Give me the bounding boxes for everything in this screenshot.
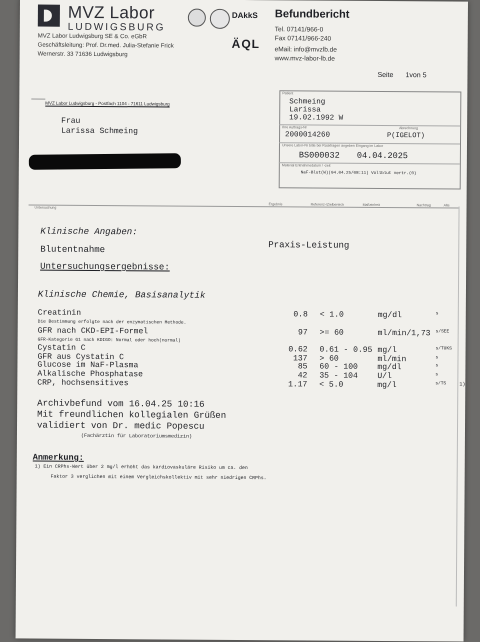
right-margin-rule (456, 207, 460, 607)
method-note: Die Bestimmung erfolgte nach der enzymatischen Methode. (37, 319, 187, 326)
clinical-info-value: Blutentnahme (40, 244, 106, 256)
website: www.mvz-labor-lb.de (274, 55, 335, 63)
billing-code: P(IGELOT) (387, 132, 425, 141)
result-reference: < 5.0 (319, 380, 344, 390)
result-unit: mg/dl (377, 362, 402, 373)
result-name: GFR nach CKD-EPI-Formel (37, 326, 149, 337)
result-value: 0.8 (293, 310, 308, 320)
col-label-reference: Referenz-/Zielbereich (310, 202, 345, 207)
dakks-label: DAkkS (231, 10, 258, 21)
patient-first-name: Larissa (289, 106, 321, 115)
result-name: Creatinin (37, 308, 82, 318)
patient-label: Patient (282, 91, 294, 96)
result-reference: 35 - 104 (319, 371, 358, 381)
result-unit: mg/dl (377, 310, 402, 321)
order-label: Ihre Auftrags-Nr (282, 125, 307, 130)
method-note: GFR-Kategorie G1 nach KDIGO: Normal oder hoch(normal) (37, 337, 181, 344)
result-unit: ml/min/1,73 (377, 328, 431, 339)
result-unit: ml/min (377, 354, 407, 365)
result-value: 1.17 (288, 380, 308, 390)
result-value: 0.62 (288, 345, 308, 355)
result-flag: s (435, 363, 439, 369)
result-unit: mg/l (377, 380, 397, 391)
result-name: GFR aus Cystatin C (37, 352, 124, 363)
result-reference: >= 60 (319, 328, 344, 338)
patient-last-name: Schmeing (289, 98, 326, 107)
document-title: Befundbericht (274, 8, 350, 21)
recipient-name: Larissa Schmeing (61, 126, 138, 137)
greeting: Mit freundlichen kollegialen Grüßen (37, 409, 227, 421)
result-reference: 0.61 - 0.95 (319, 345, 373, 355)
page-label: Seite (377, 71, 394, 80)
result-reference: < 1.0 (319, 310, 344, 320)
received-date: 04.04.2025 (356, 150, 408, 162)
result-name: Glucose im NaF-Plasma (37, 360, 139, 371)
lab-number: BS000032 (298, 150, 340, 161)
result-name: CRP, hochsensitives (37, 378, 129, 389)
result-flag: s (435, 311, 439, 317)
dakks-seal-icon (210, 9, 230, 29)
company-name: MVZ Labor Ludwigsburg SE & Co. eGbR (37, 33, 147, 41)
results-title: Untersuchungsergebnisse: (40, 261, 170, 273)
note-line-2: Faktor 3 verglichen mit einem Vergleichskollektiv mit sehr niedrigen CRPhs. (50, 474, 267, 482)
result-unit: U/l (377, 371, 392, 382)
result-name: Cystatin C (37, 343, 86, 353)
result-value: 42 (297, 371, 308, 381)
lab-number-label: Unsere Labor-Nr bitte bei Rückfragen angeben Eingang im Labor (281, 143, 384, 148)
mvz-logo-icon (38, 5, 60, 27)
result-value: 97 (298, 328, 308, 338)
management: Geschäftsleitung: Prof. Dr.med. Julia-Stefanie Frick (37, 42, 174, 50)
clinical-info-label: Klinische Angaben: (40, 226, 138, 238)
aql-logo: ÄQL (231, 36, 261, 52)
result-flag: s (435, 355, 439, 361)
col-label-unit: Maßeinheit (362, 202, 380, 207)
material-value: NaF-Blut(W)(04.04.25/08:11) Vollblut vertr.(0) (300, 171, 417, 177)
report-sheet (16, 0, 468, 642)
result-reference: 60 - 100 (319, 362, 358, 372)
col-label-test: Untersuchung (34, 205, 57, 210)
phone: Tel. 07141/966-0 (274, 26, 324, 34)
chemistry-section-title: Klinische Chemie, Basisanalytik (37, 289, 206, 301)
material-label: Material Entnahmedatum / -zeit (281, 163, 331, 168)
company-address: Wernerstr. 33 71636 Ludwigsburg (37, 51, 128, 59)
col-label-old: Alte (443, 203, 450, 208)
brand-name: MVZ Labor (67, 2, 155, 23)
col-label-addendum: Nachtrag (416, 203, 431, 208)
result-value: 137 (293, 354, 308, 364)
recipient-salutation: Frau (61, 116, 81, 126)
practice-service: Praxis-Leistung (268, 240, 350, 251)
result-flag: s/TUKS (435, 346, 452, 352)
result-flag: s (435, 372, 439, 378)
result-value: 85 (297, 362, 308, 372)
result-reference: > 60 (319, 354, 339, 364)
note-line-1: 1) Ein CRPhs-Wert über 2 mg/l erhöht das kardiovaskuläre Risiko um ca. den (34, 464, 248, 472)
validated-by: validiert von Dr. medic Popescu (36, 420, 205, 432)
brand-subtitle: LUDWIGSBURG (67, 21, 166, 34)
email: eMail: info@mvzlb.de (274, 46, 337, 54)
result-flag: s/TS (435, 381, 447, 387)
result-footnote-ref: 1) (459, 381, 466, 388)
archive-line: Archivbefund vom 16.04.25 10:16 (37, 398, 205, 410)
page-value: 1von 5 (405, 72, 427, 80)
sender-line: MVZ Labor Ludwigsburg - Postfach 1104 - 71611 Ludwigsburg (45, 100, 170, 107)
result-flag: s/SEE (435, 329, 450, 335)
result-unit: mg/l (377, 345, 397, 356)
note-title: Anmerkung: (32, 452, 84, 463)
result-name: Alkalische Phosphatase (37, 369, 144, 380)
billing-label: Abrechnung (399, 126, 419, 131)
doctor-role: (Fachärztin für Laboratoriumsmedizin) (80, 432, 193, 440)
order-number: 2000014260 (285, 131, 331, 140)
fold-mark (31, 99, 45, 100)
col-label-result: Ergebnis (268, 202, 283, 207)
redaction-bar-2 (79, 157, 159, 167)
patient-dob-sex: 19.02.1992 W (289, 114, 344, 123)
quality-seal-icon (188, 9, 206, 27)
fax: Fax 07141/966-240 (274, 35, 332, 43)
